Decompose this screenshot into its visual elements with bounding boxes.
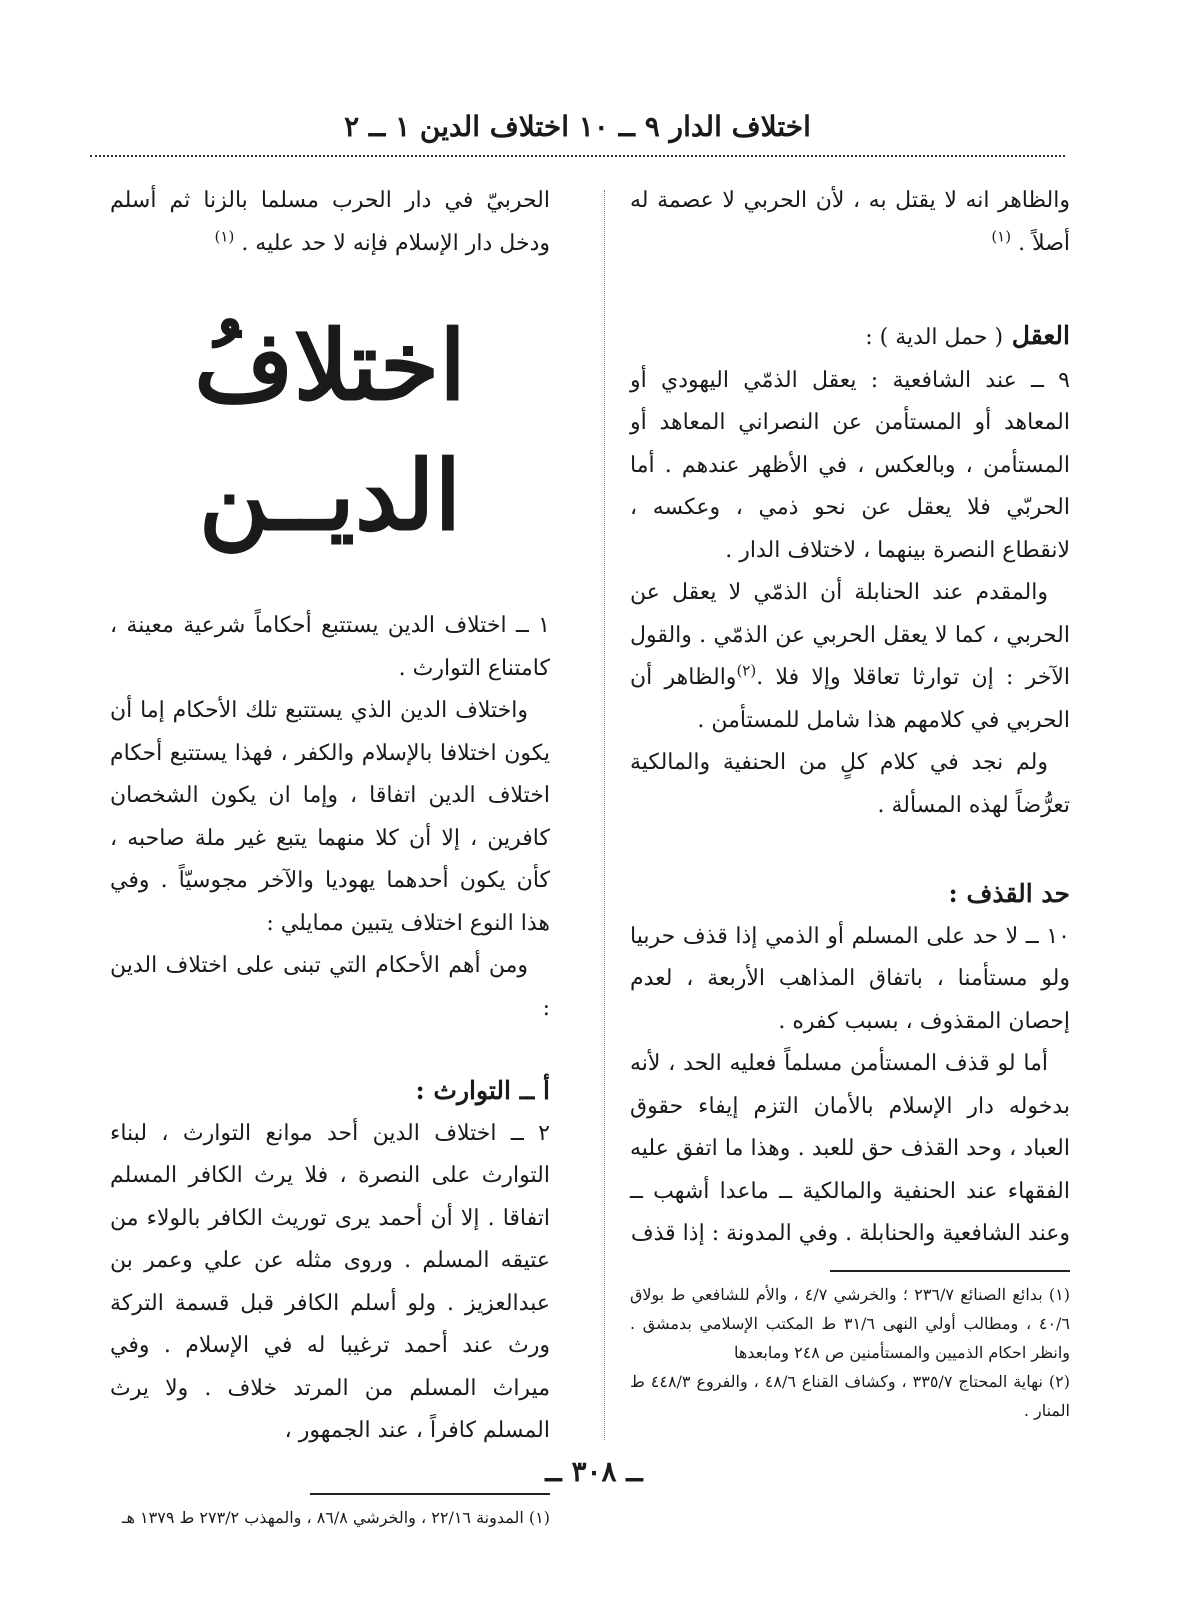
footnote-divider: [830, 1270, 1070, 1272]
left-column: [110, 180, 550, 1532]
heading-qadhf: حد القذف :: [948, 879, 1070, 908]
footnote-2: (٢) نهاية المحتاج ٣٣٥/٧ ، وكشاف القناع ٤٨/٦ ، والفروع ٤٤٨/٣ ط المنار .: [630, 1371, 1070, 1420]
header-divider: [90, 155, 1065, 157]
footnote-ref: (٢): [736, 661, 757, 680]
footnote-ref: (١): [214, 227, 235, 246]
paragraph-1: ١ ــ اختلاف الدين يستتبع أحكاماً شرعية معينة ، كامتناع التوارث .: [110, 613, 550, 681]
paragraph-2: ٢ ــ اختلاف الدين أحد موانع التوارث ، لبناء التوارث على النصرة ، فلا يرث الكافر المسلم اتفاقا . إلا أن أحمد يرى توريث الكافر بالولاء من عتيقه المسلم . وروى مثله عن علي وعمر بن عبدالعزيز . ولو أسلم الكافر قبل قسمة التركة ورث عند أحمد ترغيبا له في الإسلام . وفي ميراث المسلم من المرتد خلاف . ولا يرث المسلم كافراً ، عند الجمهور ،: [110, 1120, 550, 1443]
paragraph-text: والظاهر أن الحربي في كلامهم هذا شامل للمستأمن .: [630, 665, 1070, 733]
heading-aql: [630, 315, 1070, 360]
paragraph-text: والمقدم عند الحنابلة أن الذمّي لا يعقل عن الحربي ، كما لا يعقل الحربي عن الذمّي . والقول الآخر : إن توارثا تعاقلا وإلا فلا .: [630, 580, 1070, 690]
paragraph-text: والظاهر انه لا يقتل به ، لأن الحربي لا عصمة له أصلاً .: [630, 188, 1070, 256]
column-divider: [604, 190, 605, 1440]
footnote-ref: (١): [991, 227, 1012, 246]
paragraph-1b: واختلاف الدين الذي يستتبع تلك الأحكام إما أن يكون اختلافا بالإسلام والكفر ، فهذا يستتبع أحكام اختلاف الدين اتفاقا ، وإما ان يكون الشخصان كافرين ، إلا أن كلا منهما يتبع غير ملة صاحبه ، كأن يكون أحدهما يهوديا والآخر مجوسيّاً . وفي هذا النوع اختلاف يتبين ممايلي :: [110, 698, 550, 936]
footnote-1: (١) بدائع الصنائع ٢٣٦/٧ ؛ والخرشي ٤/٧ ، والأم للشافعي ط بولاق ٤٠/٦ ، ومطالب أولي النهى ٣١/٦ ط المكتب الإسلامي بدمشق . وانظر احكام الذميين والمستأمنين ص ٢٤٨ ومابعدها: [630, 1284, 1071, 1362]
paragraph-10: ١٠ ــ لا حد على المسلم أو الذمي إذا قذف حربيا ولو مستأمنا ، باتفاق المذاهب الأربعة ، لعدم إحصان المقذوف ، بسبب كفره .: [630, 923, 1070, 1034]
right-column: [630, 180, 1070, 1425]
heading-text: العقل: [1011, 321, 1070, 350]
section-title: اختلافُ الديــن: [194, 309, 466, 552]
footnote-1: (١) المدونة ٢٢/١٦ ، والخرشي ٨٦/٨ ، والمهذب ٢٧٣/٢ ط ١٣٧٩ هـ: [121, 1507, 550, 1527]
footnote-divider: [310, 1493, 550, 1495]
paragraph-9c: ولم نجد في كلام كلٍ من الحنفية والمالكية تعرُّضاً لهذه المسألة .: [630, 750, 1070, 818]
paragraph-text: الحربيّ في دار الحرب مسلما بالزنا ثم أسلم ودخل دار الإسلام فإنه لا حد عليه .: [110, 188, 550, 256]
paragraph-intro: [630, 180, 1070, 265]
heading-subtext: ( حمل الدية ) :: [865, 325, 1004, 350]
page-number: ــ ٣٠٨ ــ: [545, 1455, 643, 1488]
paragraph-continuation: [110, 180, 550, 265]
heading-tawaruth: أ ــ التوارث :: [415, 1076, 550, 1105]
paragraph-9: ٩ ــ عند الشافعية : يعقل الذمّي اليهودي أو المعاهد أو المستأمن عن النصراني المعاهد أو المستأمن ، وبالعكس ، في الأظهر عندهم . أما الحربّي فلا يعقل عن نحو ذمي ، وعكسه ، لانقطاع النصرة بينهما ، لاختلاف الدار .: [630, 367, 1070, 563]
paragraph-9b: [630, 572, 1070, 742]
running-title: اختلاف الدار ٩ ــ ١٠ اختلاف الدين ١ ــ ٢: [344, 110, 811, 143]
paragraph-1c: ومن أهم الأحكام التي تبنى على اختلاف الدين :: [110, 953, 550, 1021]
paragraph-10b: أما لو قذف المستأمن مسلماً فعليه الحد ، لأنه بدخوله دار الإسلام بالأمان التزم إيفاء حقوق العباد ، وحد القذف حق للعبد . وهذا ما اتفق عليه الفقهاء عند الحنفية والمالكية ــ ماعدا أشهب ــ وعند الشافعية والحنابلة . وفي المدونة : إذا قذف: [630, 1051, 1070, 1246]
